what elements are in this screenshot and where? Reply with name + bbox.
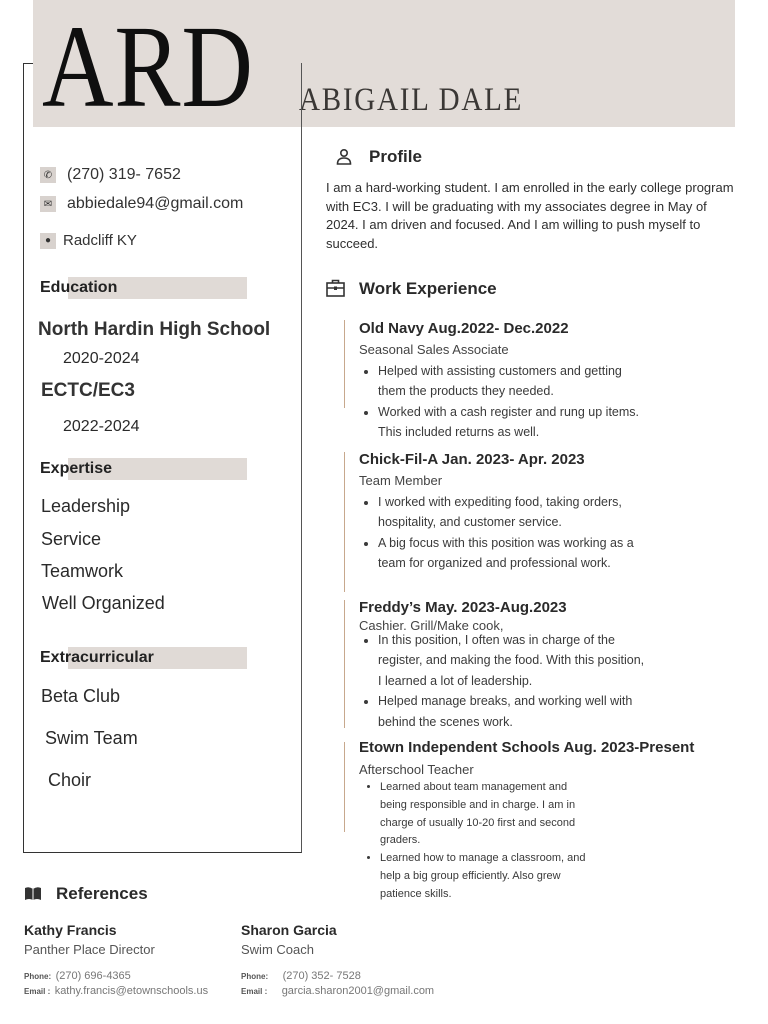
job-timeline-line (344, 452, 345, 592)
job-timeline-line (344, 600, 345, 728)
phone-label: Phone: (24, 972, 52, 981)
contact-location (40, 232, 137, 249)
job-role: Cashier. Grill/Make cook, (359, 618, 504, 633)
job-role: Afterschool Teacher (359, 762, 474, 777)
reference-phone: (270) 696-4365 (55, 970, 131, 982)
contact-phone (40, 166, 181, 184)
job-bullet: • Helped with assisting customers and getting them the products they needed. (378, 361, 648, 402)
job-timeline-line (344, 320, 345, 408)
location-pin-icon: ● (40, 233, 56, 249)
reference-email: garcia.sharon2001@gmail.com (281, 985, 435, 997)
contact-email (40, 195, 243, 213)
reference-name: Sharon Garcia (241, 922, 337, 938)
reference-phone: (270) 352- 7528 (282, 970, 361, 982)
monogram: ARD (42, 1, 254, 132)
reference-email-row (241, 981, 434, 999)
phone-label: Phone: (241, 972, 269, 981)
job-bullets (362, 492, 648, 574)
job-role: Team Member (359, 473, 443, 488)
extracurricular-item: Choir (48, 770, 92, 790)
school-name-1: North Hardin High School (38, 319, 271, 340)
full-name: ABIGAIL DALE (299, 82, 524, 118)
job-title: Old Navy Aug.2022- Dec.2022 (359, 320, 569, 337)
references-heading: References (56, 884, 148, 903)
briefcase-icon (326, 279, 345, 302)
job-title: Etown Independent Schools Aug. 2023-Present (359, 739, 695, 756)
job-bullet: • Worked with a cash register and rung up items. This included returns as well. (378, 402, 648, 443)
school-years-2: 2022-2024 (63, 418, 140, 435)
job-bullet: • I worked with expediting food, taking orders, hospitality, and customer service. (378, 492, 648, 533)
school-years-1: 2020-2024 (63, 350, 140, 367)
expertise-heading: Expertise (40, 458, 247, 480)
email-text: abbiedale94@gmail.com (67, 195, 244, 212)
expertise-item: Leadership (41, 496, 131, 516)
phone-icon: ✆ (40, 167, 56, 183)
mail-icon: ✉ (40, 196, 56, 212)
reference-email: kathy.francis@etownschools.us (54, 985, 209, 997)
work-heading: Work Experience (359, 279, 497, 298)
reference-role: Panther Place Director (24, 942, 155, 957)
expertise-item: Teamwork (41, 561, 124, 581)
book-icon (24, 886, 42, 906)
extracurricular-item: Swim Team (45, 728, 138, 748)
email-label: Email : (241, 987, 268, 996)
education-heading: Education (40, 277, 247, 299)
job-bullet: • Learned how to manage a classroom, and help a big group efficiently. Also grew patience skills. (380, 850, 595, 903)
job-bullet: • In this position, I often was in charge of the register, and making the food. With this position, I learned a lot of leadership. (378, 630, 648, 691)
profile-text: I am a hard-working student. I am enrolled in the early college program with EC3. I will be graduating with my associates degree in May of 2024. I am driven and focused. And I am willing to push myself to succeed. (326, 180, 734, 251)
email-label: Email : (24, 987, 51, 996)
expertise-item: Service (41, 529, 102, 549)
phone-text: (270) 319- 7652 (67, 166, 181, 183)
job-bullet: • Helped manage breaks, and working well with behind the scenes work. (378, 691, 648, 732)
job-bullets (362, 630, 648, 732)
extracurricular-item: Beta Club (41, 686, 121, 706)
job-role: Seasonal Sales Associate (359, 342, 509, 357)
reference-email-row (24, 981, 208, 999)
extracurricular-heading: Extracurricular (40, 647, 247, 669)
job-title: Chick-Fil-A Jan. 2023- Apr. 2023 (359, 451, 585, 468)
job-bullet: • A big focus with this position was working as a team for organized and professional work. (378, 533, 648, 574)
reference-name: Kathy Francis (24, 922, 117, 938)
job-bullets (364, 779, 595, 904)
job-bullets (362, 361, 648, 443)
job-title: Freddy’s May. 2023-Aug.2023 (359, 599, 567, 616)
reference-role: Swim Coach (241, 942, 314, 957)
job-timeline-line (344, 742, 345, 832)
profile-heading: Profile (369, 147, 422, 166)
expertise-item: Well Organized (42, 593, 165, 613)
school-name-2: ECTC/EC3 (41, 380, 135, 401)
job-bullet: • Learned about team management and being responsible and in charge. I am in charge of usually 10-20 first and second graders. (380, 779, 595, 850)
location-text: Radcliff KY (63, 232, 137, 249)
person-icon (336, 148, 352, 171)
